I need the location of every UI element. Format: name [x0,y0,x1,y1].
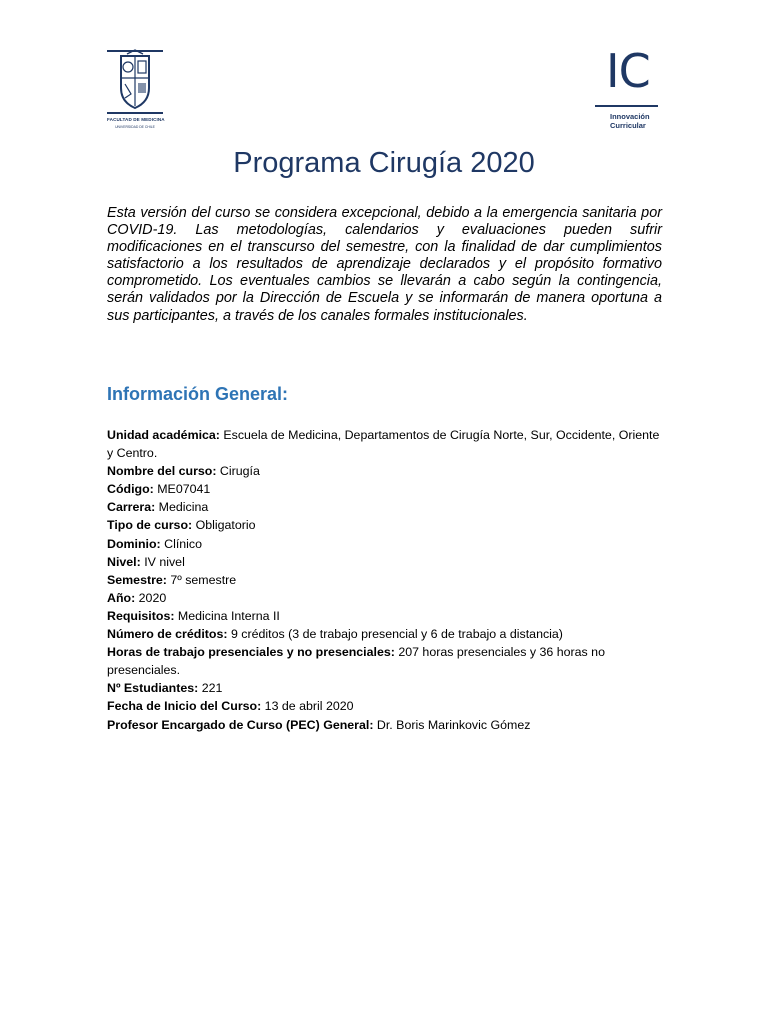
innovation-curricular-logo [595,44,659,134]
info-row [107,697,667,715]
info-label: Nivel: [107,554,141,569]
info-row [107,535,667,553]
info-label: Nº Estudiantes: [107,681,199,696]
info-value: Medicina [155,500,209,515]
info-value: Dr. Boris Marinkovic Gómez [373,717,531,732]
info-label: Semestre: [107,572,167,587]
info-value: 2020 [135,590,167,605]
info-label: Profesor Encargado de Curso (PEC) General: [107,717,374,732]
page-title: Programa Cirugía 2020 [233,147,535,179]
info-value: 9 créditos (3 de trabajo presencial y 6 de trabajo a distancia) [227,627,563,642]
info-value: ME07041 [153,482,211,497]
info-row [107,426,667,462]
info-row [107,498,667,516]
logo-divider [595,105,658,107]
info-row [107,679,667,697]
info-row [107,589,667,607]
info-value: Escuela de Medicina, Departamentos de Cirugía Norte, Sur, Occidente, Oriente y Centro. [107,428,660,461]
info-label: Dominio: [107,536,161,551]
info-value: Clínico [160,536,203,551]
info-label: Número de créditos: [107,627,228,642]
info-value: Medicina Interna II [174,608,280,623]
university-name: UNIVERSIDAD DE CHILE [115,125,155,129]
info-label: Requisitos: [107,608,175,623]
section-heading: Información General: [107,384,289,404]
faculty-logo [107,48,163,138]
logo-caption-line1: Innovación [610,112,650,121]
info-row [107,607,667,625]
info-label: Nombre del curso: [107,464,217,479]
info-row [107,462,667,480]
general-info-list [107,426,667,734]
info-value: IV nivel [140,554,185,569]
info-value: 221 [198,681,223,696]
logo-caption-line2: Curricular [610,121,646,130]
info-label: Horas de trabajo presenciales y no presenciales: [107,645,395,660]
info-label: Tipo de curso: [107,518,193,533]
info-value: Cirugía [216,464,260,479]
info-label: Unidad académica: [107,428,220,442]
info-row [107,716,667,734]
info-row [107,516,667,534]
ic-mark: IC [606,44,650,98]
faculty-name: FACULTAD DE MEDICINA [107,117,165,122]
info-value: 7º semestre [166,572,237,587]
info-value: Obligatorio [192,518,256,533]
info-row [107,571,667,589]
info-row [107,643,667,679]
info-row [107,480,667,498]
info-row [107,553,667,571]
covid-notice-paragraph: Esta versión del curso se considera excepcional, debido a la emergencia sanitaria por COVID-19. Las metodologías, calendarios y evaluaciones pueden sufrir modificaciones en el transcurso del semestre, con la finalidad de dar cumplimientos satisfactorio a los resultados de aprendizaje declarados y el propósito formativo comprometido. Los eventuales cambios se llevarán a cabo según la contingencia, serán validados por la Dirección de Escuela y se informarán de manera oportuna a sus participantes, a través de los canales formales institucionales. [107,205,662,324]
info-value: 13 de abril 2020 [261,699,354,714]
info-label: Fecha de Inicio del Curso: [107,699,262,714]
faculty-crest-icon [107,48,163,116]
logo-caption [610,112,650,130]
info-label: Carrera: [107,500,156,515]
info-row [107,625,667,643]
info-value: 207 horas presenciales y 36 horas no presenciales. [107,645,605,678]
info-label: Año: [107,590,136,605]
info-label: Código: [107,482,154,497]
